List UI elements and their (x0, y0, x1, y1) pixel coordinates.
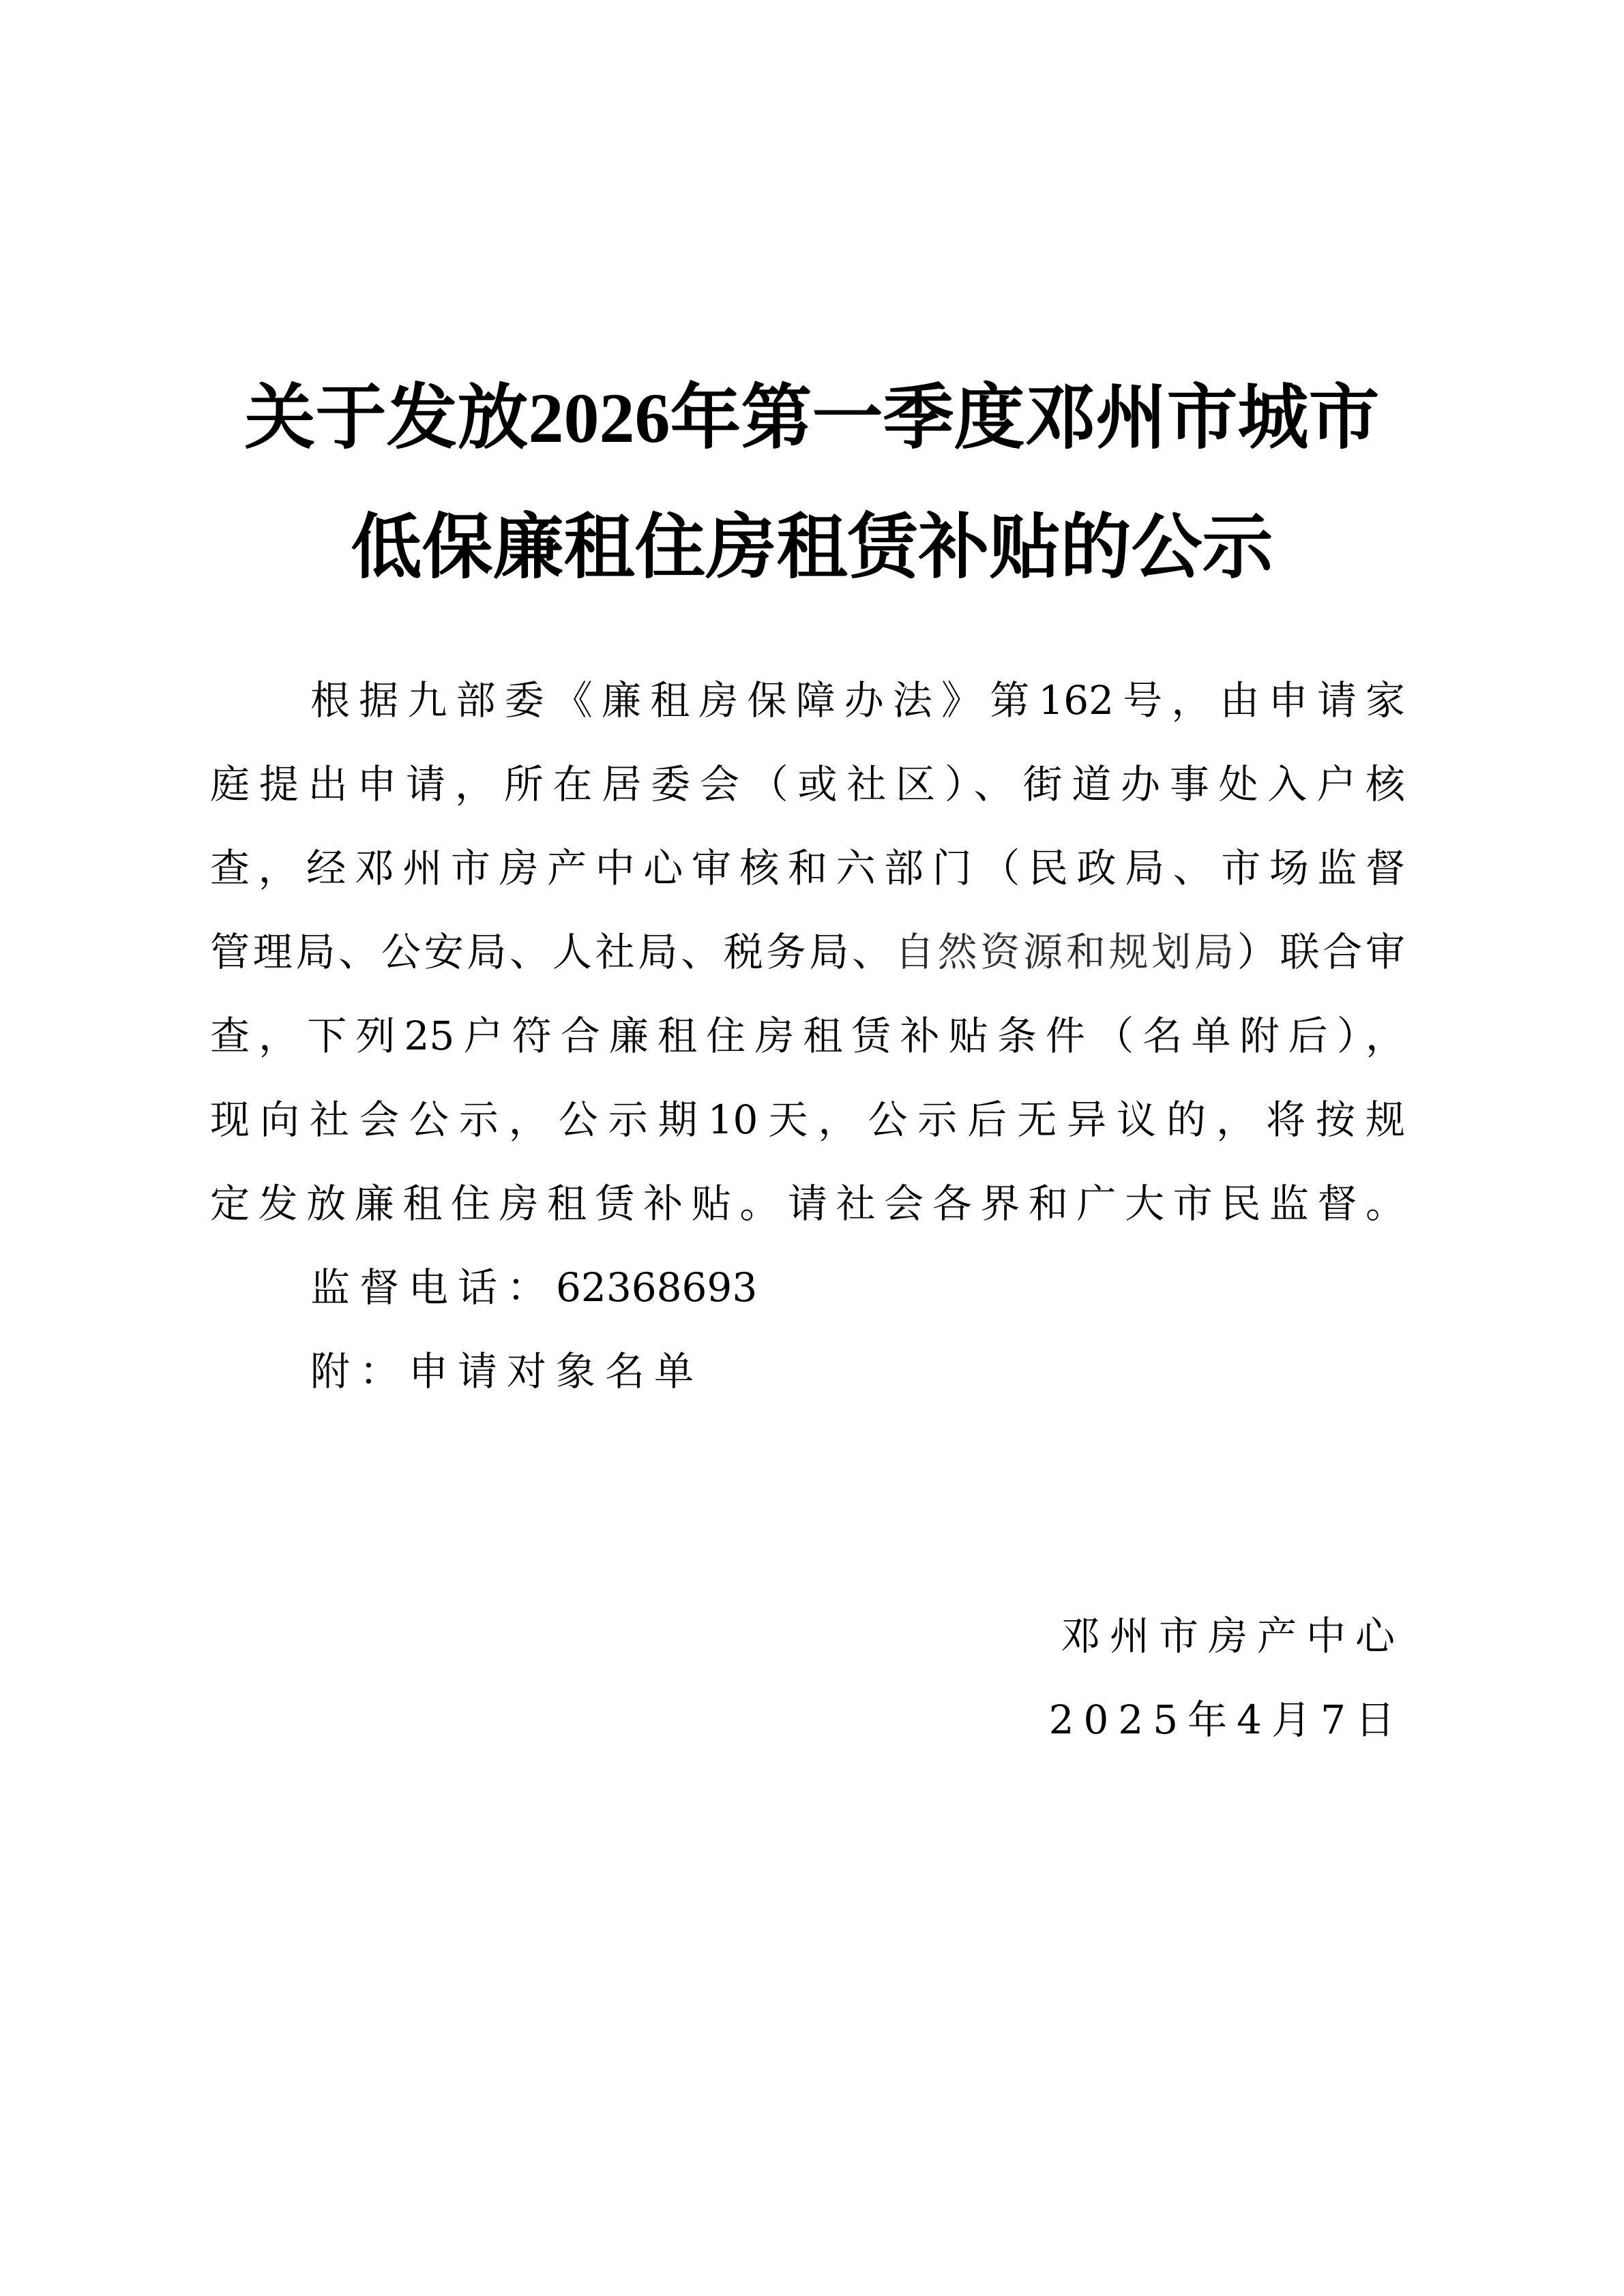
body-paragraph-line-7: 定发放廉租住房租赁补贴。请社会各界和广大市民监督。 (210, 1180, 1405, 1227)
body-paragraph-line-3: 查，经邓州市房产中心审核和六部门（民政局、市场监督 (210, 845, 1405, 891)
body-text-segment-natural-resources: 自然资源和规划局 (894, 929, 1237, 975)
document-title-line-2: 低保廉租住房租赁补贴的公示 (351, 509, 1273, 587)
supervision-phone-label: 监督电话： (310, 1264, 557, 1311)
body-text-segment: ）联合审 (1237, 929, 1405, 975)
body-paragraph-line-1: 根据九部委《廉租房保障办法》第162号，由申请家 (310, 677, 1405, 724)
body-text-segment: 管理局、公安局、人社局、税务局、 (210, 929, 895, 975)
supervision-phone-line (310, 1264, 1405, 1311)
body-paragraph-line-5: 查，下列25户符合廉租住房租赁补贴条件（名单附后）， (210, 1013, 1405, 1059)
body-paragraph-line-6: 现向社会公示，公示期10天，公示后无异议的，将按规 (210, 1097, 1405, 1143)
signature-date: 2025年4月7日 (1048, 1697, 1404, 1743)
body-paragraph-line-4 (210, 929, 1405, 975)
supervision-phone-number: 62368693 (556, 1264, 758, 1311)
signature-organization: 邓州市房产中心 (1060, 1613, 1404, 1659)
body-paragraph-line-2: 庭提出申请，所在居委会（或社区）、街道办事处入户核 (210, 761, 1405, 807)
document-title-line-1: 关于发放2026年第一季度邓州市城市 (244, 379, 1380, 458)
attachment-note: 附：申请对象名单 (310, 1348, 704, 1395)
